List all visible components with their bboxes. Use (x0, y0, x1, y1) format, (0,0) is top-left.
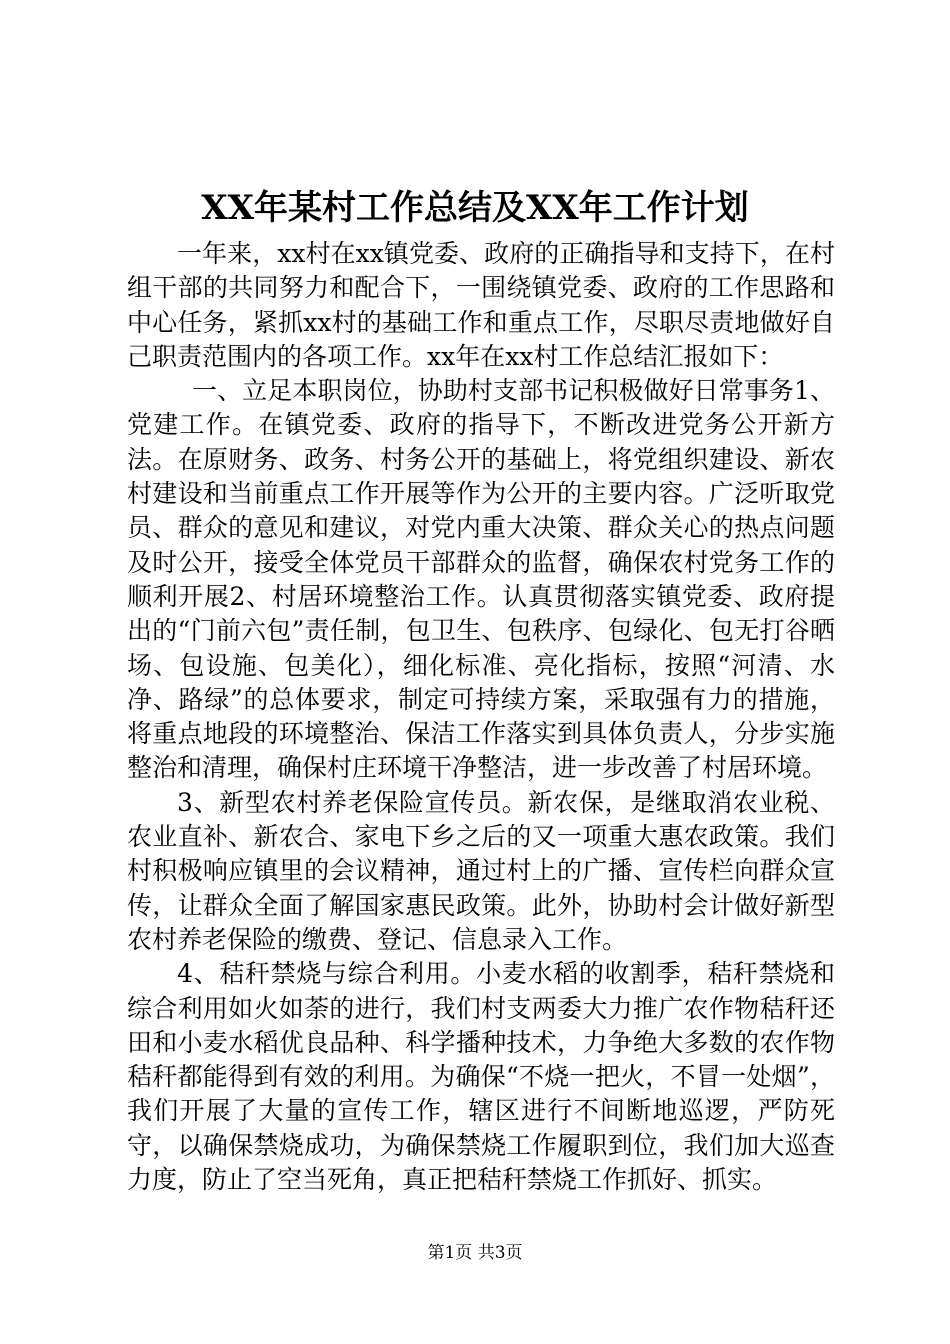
document-body (127, 237, 835, 1197)
section-one-paragraph: 一、立足本职岗位，协助村支部书记积极做好日常事务1、党建工作。在镇党委、政府的指导下，不断改进党务公开新方法。在原财务、政务、村务公开的基础上，将党组织建设、新农村建设和当前重点工作开展等作为公开的主要内容。广泛听取党员、群众的意见和建议，对党内重大决策、群众关心的热点问题及时公开，接受全体党员干部群众的监督，确保农村党务工作的顺利开展2、村居环境整治工作。认真贯彻落实镇党委、政府提出的“门前六包”责任制，包卫生、包秩序、包绿化、包无打谷晒场、包设施、包美化），细化标准、亮化指标，按照“河清、水净、路绿”的总体要求，制定可持续方案，采取强有力的措施，将重点地段的环境整治、保洁工作落实到具体负责人，分步实施整治和清理，确保村庄环境干净整洁，进一步改善了村居环境。 (127, 376, 835, 783)
intro-paragraph: 一年来，xx村在xx镇党委、政府的正确指导和支持下，在村组干部的共同努力和配合下，一围绕镇党委、政府的工作思路和中心任务，紧抓xx村的基础工作和重点工作，尽职尽责地做好自己职责范围内的各项工作。xx年在xx村工作总结汇报如下： (127, 239, 835, 371)
straw-paragraph: 4、秸秆禁烧与综合利用。小麦水稻的收割季，秸秆禁烧和综合利用如火如荼的进行，我们村支两委大力推广农作物秸秆还田和小麦水稻优良品种、科学播种技术，力争绝大多数的农作物秸秆都能得到有效的利用。为确保“不烧一把火，不冒一处烟”，我们开展了大量的宣传工作，辖区进行不间断地巡逻，严防死守，以确保禁烧成功，为确保禁烧工作履职到位，我们加大巡查力度，防止了空当死角，真正把秸秆禁烧工作抓好、抓实。 (127, 959, 835, 1195)
document-title: XX年某村工作总结及XX年工作计划 (201, 188, 749, 228)
pension-paragraph: 3、新型农村养老保险宣传员。新农保，是继取消农业税、农业直补、新农合、家电下乡之后的又一项重大惠农政策。我们村积极响应镇里的会议精神，通过村上的广播、宣传栏向群众宣传，让群众全面了解国家惠民政策。此外，协助村会计做好新型农村养老保险的缴费、登记、信息录入工作。 (127, 787, 835, 954)
page-number-footer: 第1页 共3页 (427, 1243, 523, 1263)
